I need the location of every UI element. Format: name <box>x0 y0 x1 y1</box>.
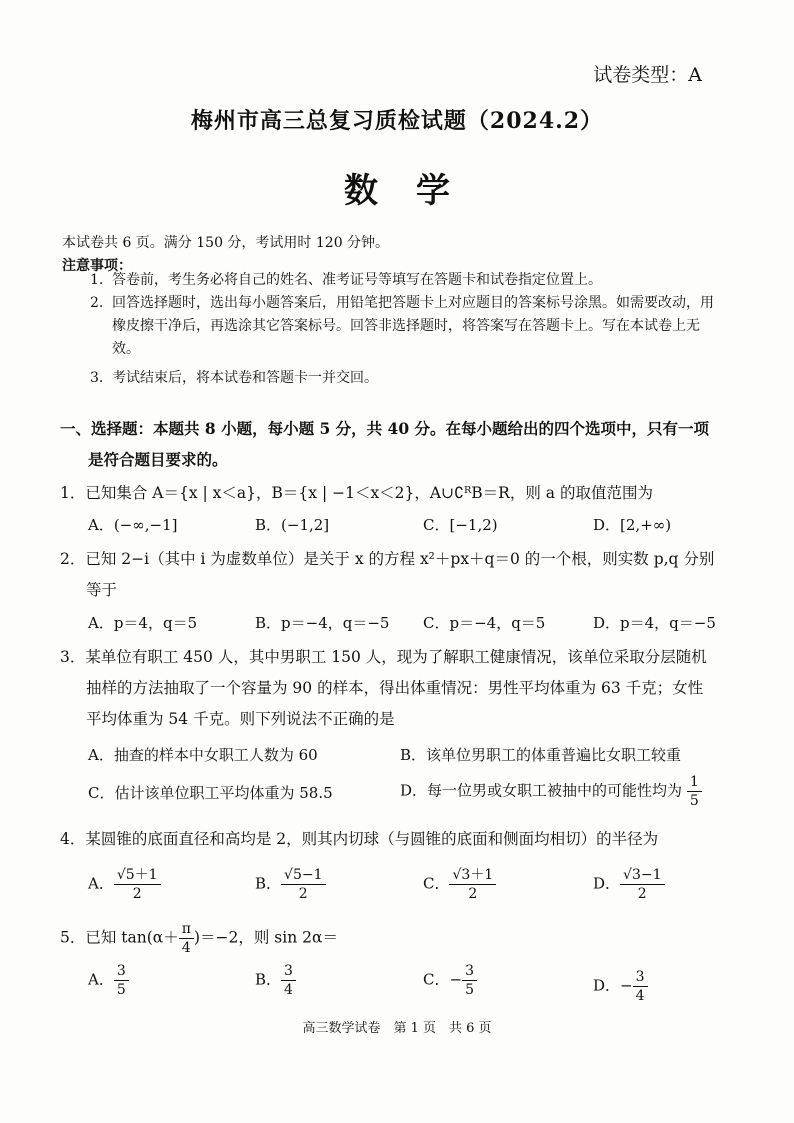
exam-intro: 本试卷共 6 页。满分 150 分，考试用时 120 分钟。 <box>62 235 390 251</box>
question-stem: 某圆锥的底面直径和高均是 2，则其内切球（与圆锥的底面和侧面均相切）的半径为 <box>85 830 659 848</box>
option-text: D．每一位男或女职工被抽中的可能性均为 <box>400 781 683 800</box>
question-5 <box>60 920 338 957</box>
question-number: 2． <box>60 550 86 568</box>
question-number: 4． <box>60 830 86 848</box>
section-line: 一、选择题：本题共 8 小题，每小题 5 分，共 40 分。在每小题给出的四个选项中，只有一项 <box>60 419 710 438</box>
option-d: D．[2,+∞) <box>593 516 672 534</box>
question-number: 1． <box>60 484 86 502</box>
exam-title: 梅州市高三总复习质检试题（2024.2） <box>190 108 604 134</box>
option-c: C．估计该单位职工平均体重为 58.5 <box>88 784 333 802</box>
option-b: B．(−1,2] <box>255 516 330 534</box>
question-stem: 已知 tan(α＋ <box>85 928 179 947</box>
question-3 <box>60 642 707 735</box>
section-line: 是符合题目要求的。 <box>88 450 228 469</box>
notice-text: 考试结束后，将本试卷和答题卡一并交回。 <box>112 370 378 386</box>
option-c: C．p＝−4，q＝5 <box>423 614 546 632</box>
notice-number: 3. <box>90 370 104 386</box>
question-4 <box>60 824 658 855</box>
question-1 <box>60 478 653 509</box>
page-footer: 高三数学试卷 第 1 页 共 6 页 <box>302 1021 492 1036</box>
question-stem: 已知集合 A＝{x | x＜a}，B＝{x | −1＜x＜2}，A∪∁ᴿB＝R，则 a 的取值范围为 <box>85 484 653 502</box>
fraction: $\frac{3}{4}$ <box>633 968 648 1005</box>
notice-number: 2. <box>90 295 104 311</box>
option-a: A．抽查的样本中女职工人数为 60 <box>88 746 318 764</box>
option-d: D．p＝4，q＝−5 <box>593 614 716 632</box>
option-a: A． $\frac{3}{5}$ <box>88 962 129 999</box>
paper-type: 试卷类型：A <box>593 64 702 86</box>
question-stem: 已知 2−i（其中 i 为虚数单位）是关于 x 的方程 x²＋px＋q＝0 的一个根，则实数 p,q 分别 <box>85 550 715 568</box>
question-2 <box>60 544 714 606</box>
fraction: $\frac{\pi}{4}$ <box>179 920 194 957</box>
fraction: $\frac{√5+1}{2}$ <box>114 866 161 903</box>
option-c: C． $\frac{√3+1}{2}$ <box>423 866 496 903</box>
notice-number: 1. <box>90 272 104 288</box>
fraction: $\frac{3}{5}$ <box>462 962 477 999</box>
option-b: B． $\frac{√5-1}{2}$ <box>255 866 326 903</box>
fraction: $\frac{1}{5}$ <box>687 773 702 810</box>
section-heading <box>60 413 709 475</box>
notice-item <box>90 292 730 362</box>
fraction: $\frac{3}{4}$ <box>281 962 296 999</box>
question-number: 5． <box>60 928 86 947</box>
option-a: A． $\frac{√5+1}{2}$ <box>88 866 161 903</box>
option-d: D． $\frac{√3-1}{2}$ <box>593 866 665 903</box>
option-b: B． $\frac{3}{4}$ <box>255 962 296 999</box>
option-b: B．p＝−4，q＝−5 <box>255 614 390 632</box>
option-b: B．该单位男职工的体重普遍比女职工较重 <box>400 746 682 764</box>
question-number: 3． <box>60 648 86 666</box>
subject-title: 数学 <box>344 171 488 211</box>
notice-text: 回答选择题时，选出每小题答案后，用铅笔把答题卡上对应题目的答案标号涂黑。如需要改动，用橡皮擦干净后，再选涂其它答案标号。回答非选择题时，将答案写在答题卡上。写在本试卷上无效。 <box>112 295 714 357</box>
option-d <box>400 773 702 810</box>
question-stem-cont: 抽样的方法抽取了一个容量为 90 的样本，得出体重情况：男性平均体重为 63 千克；女性 <box>86 679 704 697</box>
notice-heading: 注意事项： <box>62 258 132 274</box>
fraction: $\frac{√5-1}{2}$ <box>281 866 325 903</box>
option-a: A．(−∞,−1] <box>88 516 178 534</box>
option-d: D．− $\frac{3}{4}$ <box>593 968 648 1005</box>
option-c: C．− $\frac{3}{5}$ <box>423 962 477 999</box>
fraction: $\frac{3}{5}$ <box>114 962 129 999</box>
fraction: $\frac{√3-1}{2}$ <box>620 866 664 903</box>
option-a: A．p＝4，q＝5 <box>88 614 198 632</box>
fraction: $\frac{√3+1}{2}$ <box>449 866 496 903</box>
question-stem-cont: 平均体重为 54 千克。则下列说法不正确的是 <box>86 710 395 728</box>
option-c: C．[−1,2) <box>423 516 498 534</box>
notice-text: 答卷前，考生务必将自己的姓名、准考证号等填写在答题卡和试卷指定位置上。 <box>112 272 602 288</box>
question-stem: 某单位有职工 450 人，其中男职工 150 人，现为了解职工健康情况，该单位采取分层随机 <box>85 648 707 666</box>
question-stem-cont: 等于 <box>86 581 118 599</box>
question-stem-cont: )＝−2，则 sin 2α＝ <box>193 928 338 947</box>
